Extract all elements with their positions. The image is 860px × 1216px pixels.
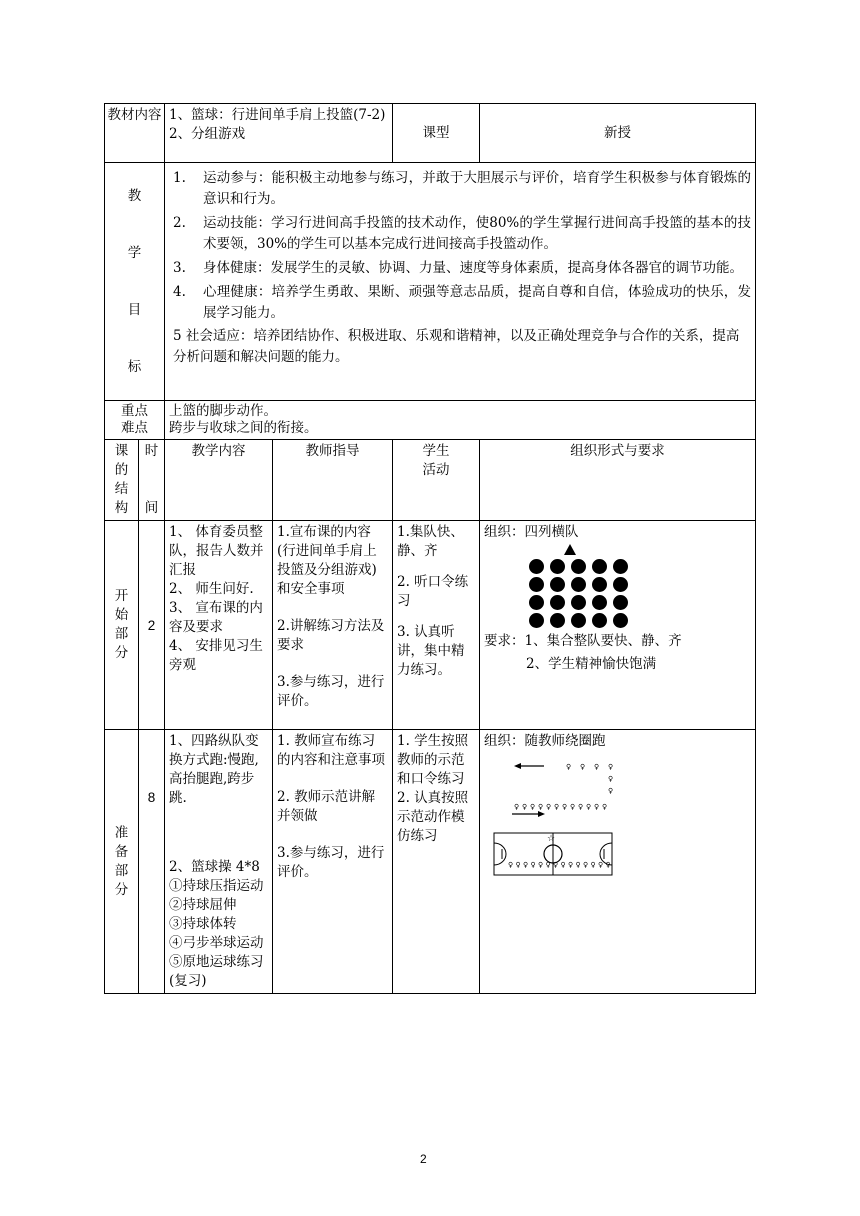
prep-teacher-cell — [273, 730, 393, 994]
student-figure-icon: ♀ — [514, 803, 520, 811]
student-figure-icon: ♀ — [553, 861, 559, 869]
student-figure-icon: ♀ — [608, 775, 614, 783]
student-figure-icon: ♀ — [608, 763, 614, 771]
student-dot — [550, 595, 565, 610]
objective-item: 1. 运动参与：能积极主动地参与练习，并敢于大胆展示与评价，培育学生积极参与体育锻炼的意识和行为。 — [173, 170, 751, 207]
start-org-requirement: 要求：1、集合整队要快、静、齐 — [484, 633, 682, 649]
court-running-diagram — [484, 753, 664, 878]
type-value-cell — [480, 104, 756, 163]
teacher-position-triangle-icon — [564, 544, 576, 555]
keypoints-label-cell — [105, 401, 165, 440]
student-figure-icon: ♀ — [608, 787, 614, 795]
student-figure-icon: ♀ — [554, 803, 560, 811]
objectives-cell — [165, 163, 756, 401]
objectives-label-char: 教 — [127, 187, 142, 204]
start-student-cell — [393, 521, 480, 730]
type-label-cell — [393, 104, 480, 163]
student-figure-icon: ♀ — [575, 861, 581, 869]
type-value: 新授 — [604, 124, 631, 141]
student-figure-icon: ♀ — [594, 803, 600, 811]
start-content-cell — [165, 521, 273, 730]
student-figure-icon: ♀ — [562, 803, 568, 811]
objectives-label-char: 标 — [127, 358, 142, 375]
student-figure-icon: ♀ — [515, 861, 521, 869]
student-dot — [571, 559, 586, 574]
start-student-item: 1.集队快、静、齐 — [397, 524, 464, 559]
teacher-star-icon: ☆ — [547, 834, 556, 844]
student-figures — [508, 763, 613, 869]
objectives-label-char: 目 — [127, 301, 142, 318]
type-label: 课型 — [422, 124, 450, 141]
student-dot — [529, 577, 544, 592]
student-figure-icon: ♀ — [522, 803, 528, 811]
start-student-item: 3. 认真听讲，集中精力练习。 — [397, 624, 465, 678]
content-label-cell — [105, 104, 165, 163]
student-dot — [529, 559, 544, 574]
student-figure-icon: ♀ — [568, 861, 574, 869]
student-figure-icon: ♀ — [530, 861, 536, 869]
keypoints-label: 重点 — [121, 403, 148, 419]
content-items-cell — [165, 104, 393, 163]
start-teacher-cell — [273, 521, 393, 730]
student-figure-icon: ♀ — [602, 803, 608, 811]
difficulty-line: 跨步与收球之间的衔接。 — [169, 420, 318, 436]
objective-item-5: 5 社会适应：培养团结协作、积极进取、乐观和谐精神，以及正确处理竞争与合作的关系，提高分析问题和解决问题的能力。 — [173, 328, 740, 365]
lesson-plan-table — [104, 103, 756, 994]
student-figure-icon: ♀ — [530, 803, 536, 811]
start-teacher-item: 1.宣布课的内容(行进间单手肩上投篮及分组游戏)和安全事项 — [277, 524, 377, 597]
content-item-1: 1、篮球：行进间单手肩上投篮(7-2) — [169, 107, 386, 123]
prep-student-item: 1. 学生按照教师的示范和口令练习 — [397, 733, 469, 787]
start-teacher-item: 2.讲解练习方法及要求 — [277, 618, 385, 653]
student-dot — [613, 613, 628, 628]
objectives-label-char: 学 — [127, 244, 142, 261]
student-dot — [592, 595, 607, 610]
structure-header: 课 的 结 构 — [105, 440, 139, 521]
prep-exercise-item: ①持球压指运动 — [169, 878, 264, 894]
student-figure-icon: ♀ — [523, 861, 529, 869]
start-content-item: 2、 师生问好. — [169, 581, 254, 597]
start-org-title: 组织：四列横队 — [484, 524, 579, 540]
difficulties-label: 难点 — [121, 420, 148, 436]
prep-section-label: 准 备 部 分 — [105, 730, 139, 994]
student-dot — [592, 577, 607, 592]
prep-exercise-title: 2、篮球操 4*8 — [169, 859, 260, 875]
start-student-item: 2. 听口令练习 — [397, 574, 469, 609]
student-dot — [613, 559, 628, 574]
student-figure-icon: ♀ — [590, 861, 596, 869]
objective-item: 3. 身体健康：发展学生的灵敏、协调、力量、速度等身体素质，提高身体各器官的调节功能。 — [173, 260, 743, 276]
prep-exercise-item: ⑤原地运球练习(复习) — [169, 954, 264, 989]
student-dot — [529, 613, 544, 628]
content-label: 教材内容 — [107, 107, 162, 123]
student-figure-icon: ♀ — [560, 861, 566, 869]
right-arrow-icon — [512, 811, 545, 817]
start-teacher-item: 3.参与练习，进行评价。 — [277, 674, 385, 709]
page-number: 2 — [420, 1152, 427, 1166]
prep-student-item: 2. 认真按照示范动作模仿练习 — [397, 790, 469, 844]
student-figure-icon: ♀ — [566, 763, 572, 771]
student-figure-icon: ♀ — [538, 803, 544, 811]
prep-org-cell — [480, 730, 756, 994]
student-dot — [613, 595, 628, 610]
student-dot — [571, 577, 586, 592]
prep-exercise-item: ③持球体转 — [169, 916, 237, 932]
teacher-header: 教师指导 — [273, 440, 393, 521]
student-dot — [529, 595, 544, 610]
student-dot — [550, 559, 565, 574]
student-dot — [592, 613, 607, 628]
student-header: 学生 活动 — [393, 440, 480, 521]
student-dot — [613, 577, 628, 592]
prep-content-cell — [165, 730, 273, 994]
student-figure-icon: ♀ — [598, 861, 604, 869]
student-figure-icon: ♀ — [546, 803, 552, 811]
prep-time: 8 — [139, 730, 165, 994]
start-org-requirement: 2、学生精神愉快饱满 — [526, 656, 657, 672]
student-figure-icon: ♀ — [538, 861, 544, 869]
student-figure-icon: ♀ — [583, 861, 589, 869]
left-arrow-icon — [514, 763, 544, 769]
student-figure-icon: ♀ — [578, 803, 584, 811]
prep-teacher-item: 2. 教师示范讲解并领做 — [277, 789, 376, 824]
student-figure-icon: ♀ — [545, 861, 551, 869]
objectives-label-cell — [105, 163, 165, 401]
prep-org-title: 组织：随教师绕圈跑 — [484, 733, 606, 749]
start-content-item: 1、 体育委员整队，报告人数并汇报 — [169, 524, 264, 578]
student-figure-icon: ♀ — [508, 861, 514, 869]
student-figure-icon: ♀ — [586, 803, 592, 811]
keypoint-line: 上篮的脚步动作。 — [169, 403, 277, 419]
student-figure-icon: ♀ — [605, 861, 611, 869]
start-org-cell — [480, 521, 756, 730]
start-time: 2 — [139, 521, 165, 730]
student-dot — [592, 559, 607, 574]
student-figure-icon: ♀ — [594, 763, 600, 771]
start-content-item: 4、 安排见习生旁观 — [169, 638, 263, 673]
prep-run-item: 1、四路纵队变换方式跑:慢跑,高抬腿跑,跨步跳. — [169, 733, 259, 806]
start-section-label: 开 始 部 分 — [105, 521, 139, 730]
student-figure-icon: ♀ — [580, 763, 586, 771]
student-dot — [550, 613, 565, 628]
student-dot — [571, 595, 586, 610]
prep-exercise-item: ②持球屈伸 — [169, 897, 237, 913]
org-header: 组织形式与要求 — [480, 440, 756, 521]
student-dot — [550, 577, 565, 592]
prep-teacher-item: 1. 教师宣布练习的内容和注意事项 — [277, 733, 385, 768]
student-dot — [571, 613, 586, 628]
time-header: 时 间 — [139, 440, 165, 521]
objective-item: 4. 心理健康：培养学生勇敢、果断、顽强等意志品质，提高自尊和自信，体验成功的快乐，发展学习能力。 — [173, 284, 751, 321]
start-content-item: 3、 宣布课的内容及要求 — [169, 600, 263, 635]
prep-exercise-item: ④弓步举球运动 — [169, 935, 264, 951]
prep-student-cell — [393, 730, 480, 994]
prep-teacher-item: 3.参与练习，进行评价。 — [277, 845, 385, 880]
student-figure-icon: ♀ — [570, 803, 576, 811]
objective-item: 2. 运动技能：学习行进间高手投篮的技术动作，使80%的学生掌握行进间高手投篮的基本的技术要领，30%的学生可以基本完成行进间接高手投篮动作。 — [173, 215, 751, 252]
keypoints-cell — [165, 401, 756, 440]
four-row-formation — [529, 559, 751, 628]
content-item-2: 2、分组游戏 — [169, 126, 246, 142]
content-header: 教学内容 — [165, 440, 273, 521]
